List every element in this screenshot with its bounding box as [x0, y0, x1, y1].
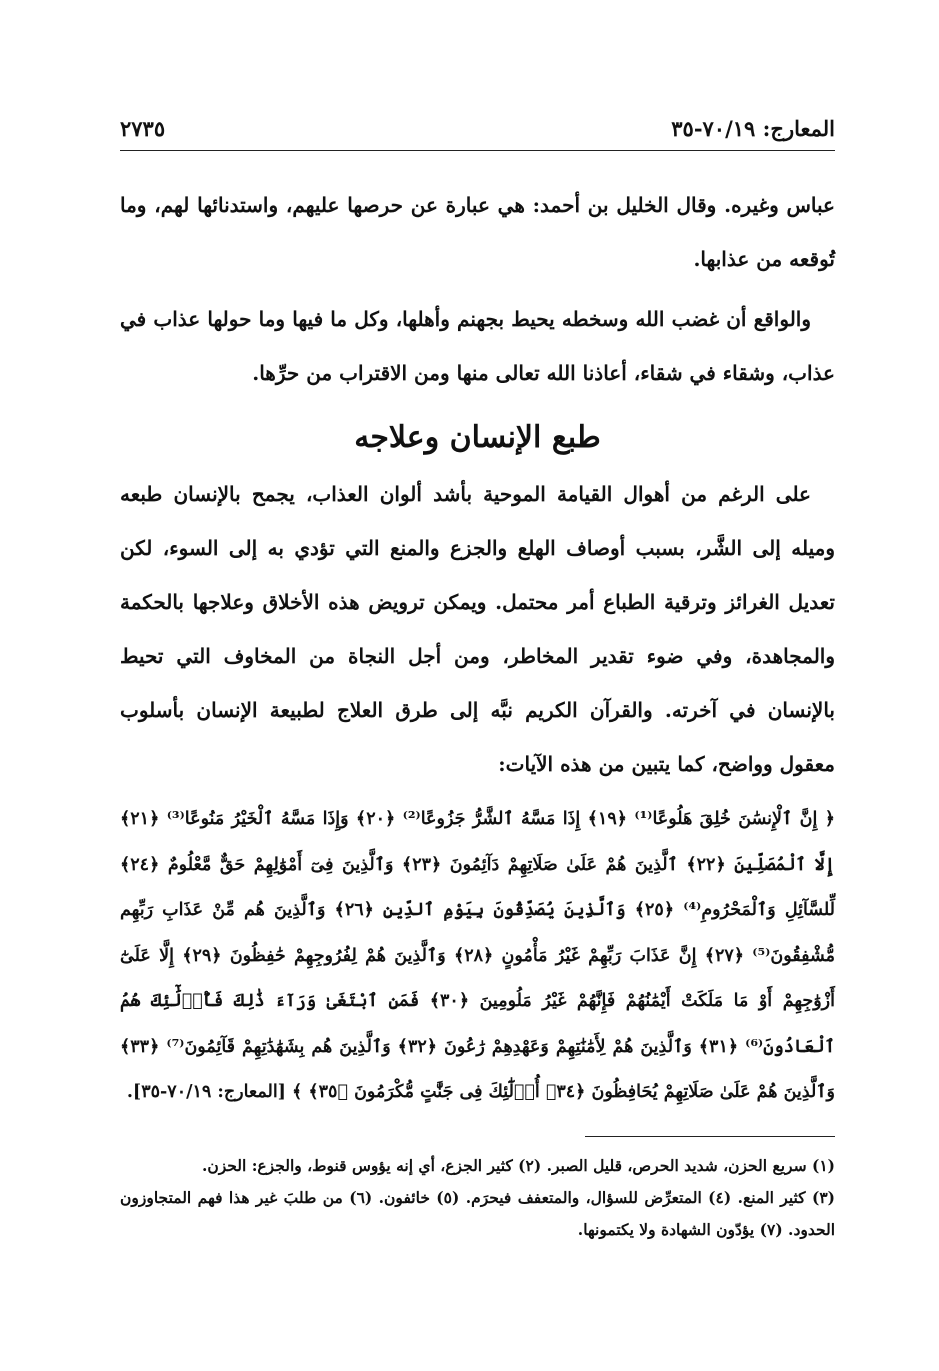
footnote-line: (٣) كثير المنع. (٤) المتعرِّض للسؤال، والمتعفف فيحرَم. (٥) خائفون. (٦) من طلبَ غير هذا فهم المتجاوزون الحدود. (٧) يؤدّون الشهادة ولا يكتمونها.: [120, 1188, 835, 1239]
footnote-divider: [585, 1136, 835, 1137]
paragraph: والواقع أن غضب الله وسخطه يحيط بجهنم وأهلها، وكل ما فيها وما حولها عذاب في عذاب، وشقاء في شقاء، أعاذنا الله تعالى منها ومن الاقتراب من حرِّها.: [120, 307, 835, 385]
chapter-reference: المعارج: ٧٠/١٩-٣٥: [671, 116, 835, 141]
footnotes: [120, 1150, 835, 1246]
book-page: [120, 100, 835, 1300]
footnote-line: (١) سريع الحزن، شديد الحرص، قليل الصبر. (٢) كثير الجزع، أي إنه يؤوس قنوط، والجزع: الحزن.: [201, 1156, 835, 1175]
section-title: طبع الإنسان وعلاجه: [354, 420, 601, 455]
paragraph: على الرغم من أهوال القيامة الموحية بأشد ألوان العذاب، يجمح بالإنسان طبعه وميله إلى الشَّر، بسبب أوصاف الهلع والجزع والمنع التي تؤدي به إلى السوء، لكن تعديل الغرائز وترقية الطباع أمر محتمل. ويمكن ترويض هذه الأخلاق وعلاجها بالحكمة والمجاهدة، وفي ضوء تقدير المخاطر، ومن أجل النجاة من المخاوف التي تحيط بالإنسان في آخرته. والقرآن الكريم نبَّه إلى طرق العلاج لطبيعة الإنسان بأسلوب معقول وواضح، كما يتبين من هذه الآيات:: [120, 482, 835, 776]
quran-verses: ﴿ إِنَّ ٱلْإِنسَٰنَ خُلِقَ هَلُوعًا⁽¹⁾ ﴿١٩﴾ إِذَا مَسَّهُ ٱلشَّرُّ جَزُوعًا⁽²⁾ ﴿٢٠﴾ وَإِذَا مَسَّهُ ٱلْخَيْرُ مَنُوعًا⁽³⁾ ﴿٢١﴾ إِلَّا ٱلْمُصَلِّينَ ﴿٢٢﴾ ٱلَّذِينَ هُمْ عَلَىٰ صَلَاتِهِمْ دَآئِمُونَ ﴿٢٣﴾ وَٱلَّذِينَ فِىٓ أَمْوَٰلِهِمْ حَقٌّ مَّعْلُومٌ ﴿٢٤﴾ لِّلسَّآئِلِ وَٱلْمَحْرُومِ⁽⁴⁾ ﴿٢٥﴾ وَٱلَّذِينَ يُصَدِّقُونَ بِيَوْمِ ٱلدِّينِ ﴿٢٦﴾ وَٱلَّذِينَ هُم مِّنْ عَذَابِ رَبِّهِم مُّشْفِقُونَ⁽⁵⁾ ﴿٢٧﴾ إِنَّ عَذَابَ رَبِّهِمْ غَيْرُ مَأْمُونٍ ﴿٢٨﴾ وَٱلَّذِينَ هُمْ لِفُرُوجِهِمْ حَٰفِظُونَ ﴿٢٩﴾ إِلَّا عَلَىٰٓ أَزْوَٰجِهِمْ أَوْ مَا مَلَكَتْ أَيْمَٰنُهُمْ فَإِنَّهُمْ غَيْرُ مَلُومِينَ ﴿٣٠﴾ فَمَنِ ٱبْتَغَىٰ وَرَآءَ ذَٰلِكَ فَأُو۟لَٰٓئِكَ هُمُ ٱلْعَادُونَ⁽⁶⁾ ﴿٣١﴾ وَٱلَّذِينَ هُمْ لِأَمَٰنَٰتِهِمْ وَعَهْدِهِمْ رَٰعُونَ ﴿٣٢﴾ وَٱلَّذِينَ هُم بِشَهَٰدَٰتِهِمْ قَآئِمُونَ⁽⁷⁾ ﴿٣٣﴾ وَٱلَّذِينَ هُمْ عَلَىٰ صَلَاتِهِمْ يُحَافِظُونَ ﴿٣٤﴾ أُو۟لَٰٓئِكَ فِى جَنَّٰتٍ مُّكْرَمُونَ ﴿٣٥﴾ ﴾ [المعارج: ٧٠/١٩-٣٥].: [120, 809, 836, 1102]
page-header: [120, 110, 835, 151]
page-number: ٢٧٣٥: [120, 116, 166, 141]
main-text: [120, 178, 835, 1116]
paragraph: عباس وغيره. وقال الخليل بن أحمد: هي عبارة عن حرصها عليهم، واستدنائها لهم، وما تُوقعه من عذابها.: [120, 193, 835, 271]
